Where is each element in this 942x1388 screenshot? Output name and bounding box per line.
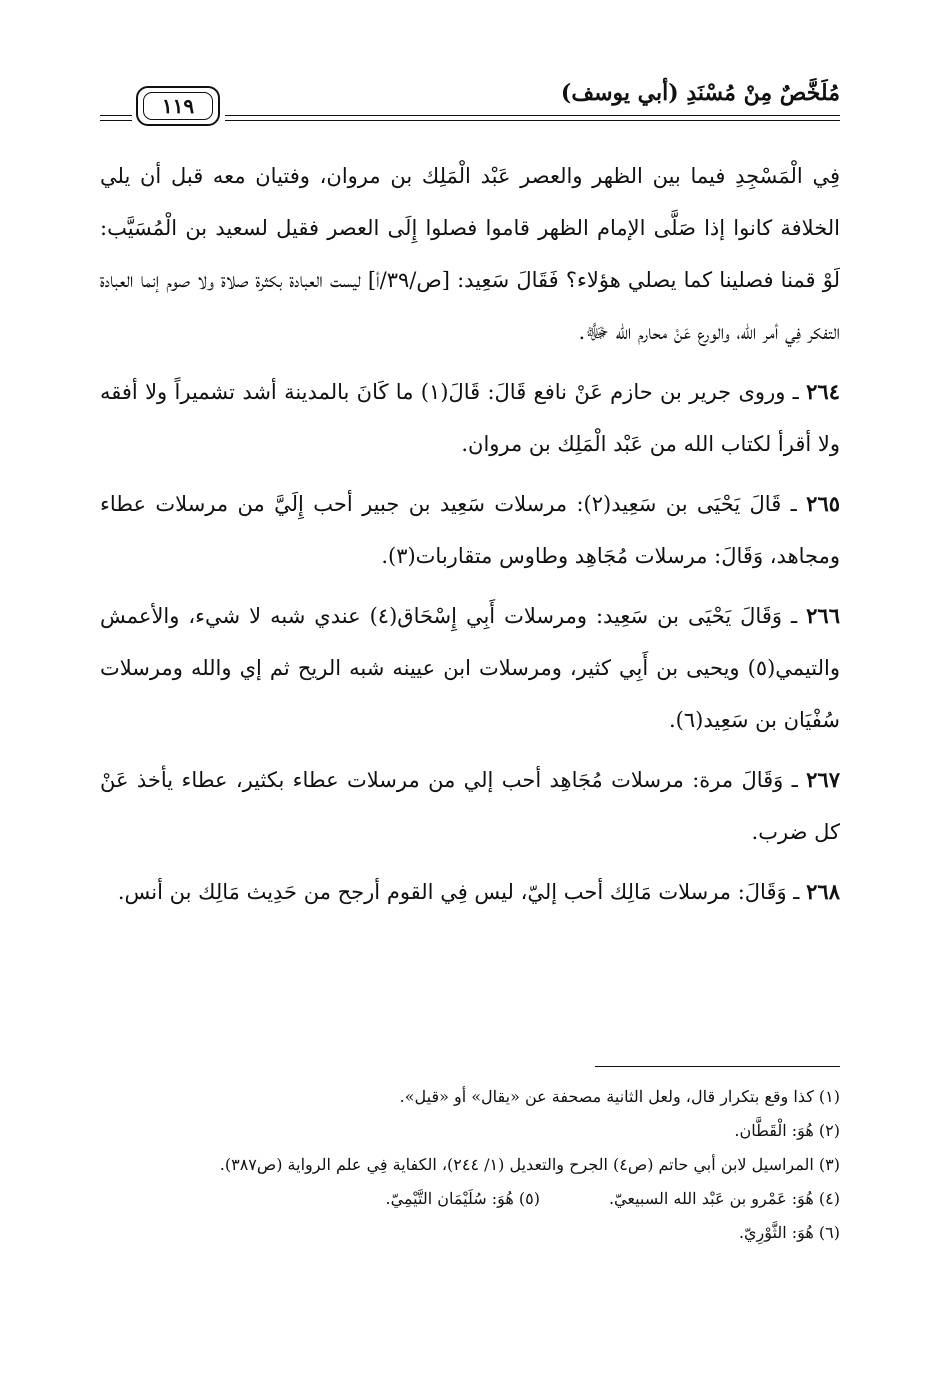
paragraph-text: ـ قَالَ يَحْيَى بن سَعِيد(٢): مرسلات سَعِيد بن جبير أحب إِلَيَّ من مرسلات عطاء ومجاهد، وَقَالَ: مرسلات مُجَاهِد وطاوس متقاربات(٣). <box>100 492 840 568</box>
paragraph-number: ٢٦٧ <box>806 767 840 792</box>
footnote-2: (٢) هُوَ: الْقَطَّان. <box>734 1121 840 1140</box>
paragraph-number: ٢٦٦ <box>806 603 840 628</box>
header-rule-top <box>225 115 840 116</box>
paragraph-text: ـ وَقَالَ مرة: مرسلات مُجَاهِد أحب إلي من مرسلات عطاء بكثير، عطاء يأخذ عَنْ كل ضرب. <box>100 768 840 844</box>
paragraph-number: ٢٦٥ <box>806 491 841 516</box>
paragraph-267 <box>100 754 840 858</box>
paragraph-number: ٢٦٨ <box>806 879 840 904</box>
paragraph-text: ـ وَقَالَ يَحْيَى بن سَعِيد: ومرسلات أَبِي إِسْحَاق(٤) عندي شبه لا شيء، والأعمش والتيمي(٥) ويحيى بن أَبِي كثير، ومرسلات ابن عيينه شبه الريح ثم إي والله ومرسلات سُفْيَان بن سَعِيد(٦). <box>100 604 840 732</box>
header-rule-left-bottom <box>100 120 132 121</box>
paragraph-265 <box>100 478 840 582</box>
main-text <box>100 150 840 918</box>
paragraph-text: ـ وَقَالَ: مرسلات مَالِك أحب إليّ، ليس فِي القوم أرجح من حَدِيث مَالِك بن أنس. <box>117 880 800 904</box>
running-title: مُلَخَّصٌ مِنْ مُسْنَدِ (أبي يوسف) <box>560 80 840 106</box>
paragraph-text: فِي الْمَسْجِدِ فيما بين الظهر والعصر عَبْد الْمَلِك بن مروان، وفتيان معه قبل أن يلي الخلافة كانوا إذا صَلَّى الإمام الظهر قاموا فصلوا إِلَى العصر فقيل لسعيد بن الْمُسَيَّب: لَوْ قمنا فصلينا كما يصلي هؤلاء؟ فَقَالَ سَعِيد: [ص/٣٩/أ] ليست العبادة بكثرة صلاة ولا صوم إنما العبادة التفكر فِي أمر الله، والورع عَنْ محارم الله ﷻ. <box>100 164 840 344</box>
footnote-row-4-5 <box>100 1182 840 1216</box>
footnote-3: (٣) المراسيل لابن أبي حاتم (ص٤) الجرح والتعديل (١/ ٢٤٤)، الكفاية فِي علم الرواية (ص٣٨٧). <box>219 1155 840 1174</box>
paragraph-continued <box>100 150 840 358</box>
header-rule-left-top <box>100 115 132 116</box>
footnote-5: (٥) هُوَ: سُلَيْمَان التَّيْمِيّ. <box>385 1189 540 1208</box>
page-number-frame <box>136 86 220 126</box>
page-number: ١١٩ <box>143 92 213 120</box>
paragraph-264 <box>100 366 840 470</box>
page-header <box>100 78 840 128</box>
footnotes <box>100 1080 840 1250</box>
footnote-6: (٦) هُوَ: الثَّوْرِيّ. <box>738 1223 840 1242</box>
paragraph-268 <box>100 866 840 918</box>
footnote-separator <box>595 1066 840 1067</box>
header-rule-bottom <box>225 120 840 121</box>
paragraph-number: ٢٦٤ <box>806 379 840 404</box>
footnote-4: (٤) هُوَ: عَمْرو بن عَبْد الله السبيعيّ. <box>608 1189 840 1208</box>
paragraph-266 <box>100 590 840 746</box>
paragraph-text: ـ وروى جرير بن حازم عَنْ نافع قَالَ: قَالَ(١) ما كَانَ بالمدينة أشد تشميراً ولا أفقه ولا أقرأ لكتاب الله من عَبْد الْمَلِك بن مروان. <box>100 380 840 456</box>
footnote-1: (١) كذا وقع بتكرار قال، ولعل الثانية مصحفة عن «يقال» أو «قيل». <box>399 1087 840 1106</box>
